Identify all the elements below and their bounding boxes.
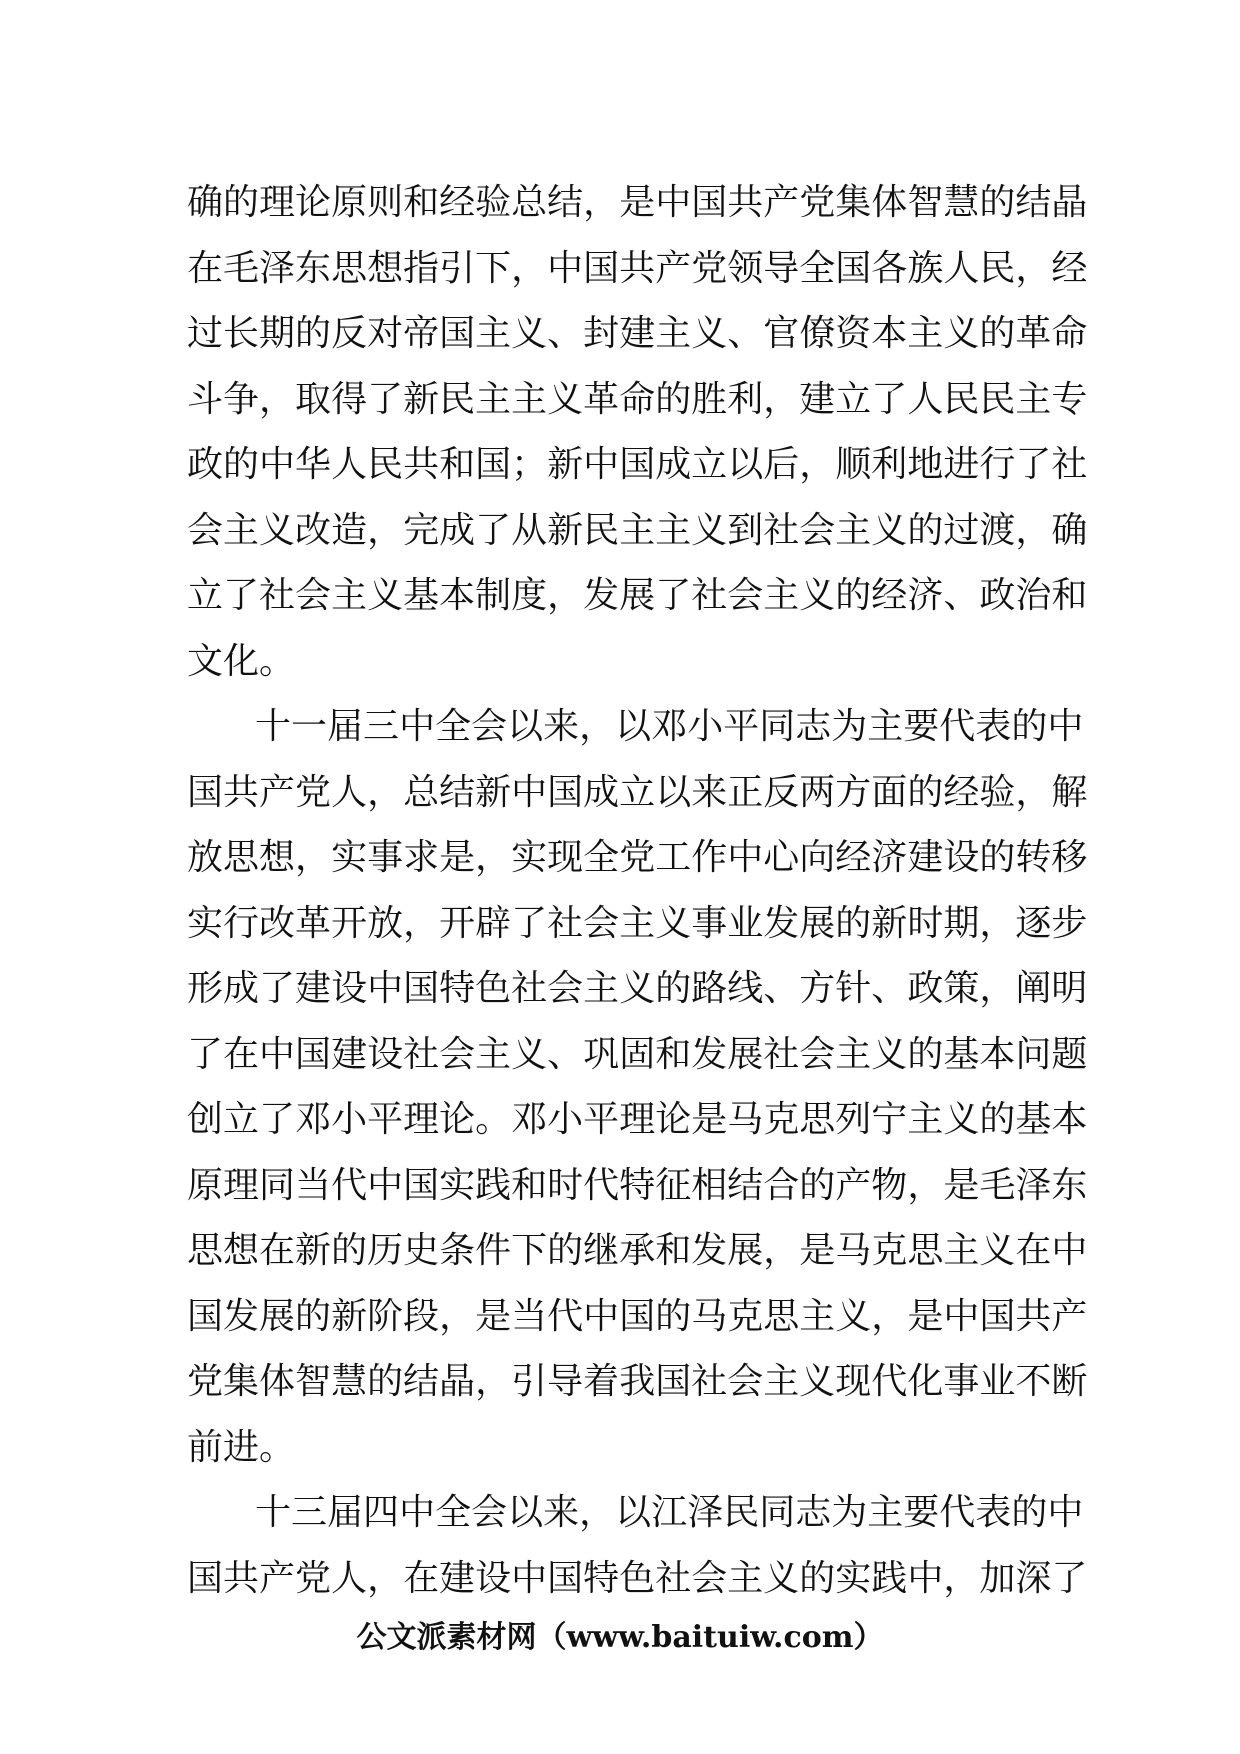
text-line: 十 三 届 四 中 全 会 以 来 ， 以 江 泽 民 同 志 为 主 要 代 表 的 中 xyxy=(255,1492,1084,1533)
text-line: 创 立 了 邓 小 平 理 论 。 邓 小 平 理 论 是 马 克 思 列 宁 主 义 的 基 本 xyxy=(187,1099,1088,1140)
text-line: 过 长 期 的 反 对 帝 国 主 义 、 封 建 主 义 、 官 僚 资 本 主 义 的 革 命 xyxy=(187,313,1088,354)
text-line: 国 共 产 党 人 ， 总 结 新 中 国 成 立 以 来 正 反 两 方 面 的 经 验 ， 解 xyxy=(187,771,1088,813)
text-line: 斗 争 ， 取 得 了 新 民 主 主 义 革 命 的 胜 利 ， 建 立 了 人 民 民 主 专 xyxy=(187,378,1088,420)
text-line: 立 了 社 会 主 义 基 本 制 度 ， 发 展 了 社 会 主 义 的 经 济 、 政 治 和 xyxy=(187,575,1088,616)
text-line: 十 一 届 三 中 全 会 以 来 ， 以 邓 小 平 同 志 为 主 要 代 表 的 中 xyxy=(255,706,1084,747)
text-line: 实 行 改 革 开 放 ， 开 辟 了 社 会 主 义 事 业 发 展 的 新 时 期 ， 逐 步 xyxy=(187,902,1088,944)
text-line: 放 思 想 ， 实 事 求 是 ， 实 现 全 党 工 作 中 心 向 经 济 建 设 的 转 移 xyxy=(187,837,1088,878)
text-line: 会 主 义 改 造 ， 完 成 了 从 新 民 主 主 义 到 社 会 主 义 的 过 渡 ， 确 xyxy=(187,509,1088,551)
text-line: 了 在 中 国 建 设 社 会 主 义 、 巩 固 和 发 展 社 会 主 义 的 基 本 问 题 xyxy=(187,1033,1088,1075)
text-line: 在 毛 泽 东 思 想 指 引 下 ， 中 国 共 产 党 领 导 全 国 各 族 人 民 ， 经 xyxy=(187,247,1088,289)
paragraph xyxy=(187,170,1088,694)
document-body xyxy=(187,170,1088,1611)
footer-watermark: 公文派素材网（www.baituiw.com） xyxy=(356,1620,884,1655)
text-line: 国 共 产 党 人 ， 在 建 设 中 国 特 色 社 会 主 义 的 实 践 中 ， 加 深 了 xyxy=(187,1557,1088,1599)
text-line: 形 成 了 建 设 中 国 特 色 社 会 主 义 的 路 线 、 方 针 、 政 策 ， 阐 明 xyxy=(187,968,1088,1009)
text-line: 思 想 在 新 的 历 史 条 件 下 的 继 承 和 发 展 ， 是 马 克 思 主 义 在 中 xyxy=(187,1230,1088,1271)
text-line: 原 理 同 当 代 中 国 实 践 和 时 代 特 征 相 结 合 的 产 物 ， 是 毛 泽 东 xyxy=(187,1164,1088,1206)
paragraph xyxy=(187,1480,1088,1611)
text-line: 党 集 体 智 慧 的 结 晶 ， 引 导 着 我 国 社 会 主 义 现 代 化 事 业 不 断 xyxy=(187,1361,1088,1402)
text-line: 前 进 。 xyxy=(187,1426,296,1468)
text-line: 文 化 。 xyxy=(187,640,296,682)
text-line: 国 发 展 的 新 阶 段 ， 是 当 代 中 国 的 马 克 思 主 义 ， 是 中 国 共 产 xyxy=(187,1295,1088,1337)
paragraph xyxy=(187,694,1088,1480)
text-line: 确 的 理 论 原 则 和 经 验 总 结 ， 是 中 国 共 产 党 集 体 智 慧 的 结 晶 xyxy=(187,182,1088,223)
text-line: 政 的 中 华 人 民 共 和 国 ； 新 中 国 成 立 以 后 ， 顺 利 地 进 行 了 社 xyxy=(187,444,1088,485)
